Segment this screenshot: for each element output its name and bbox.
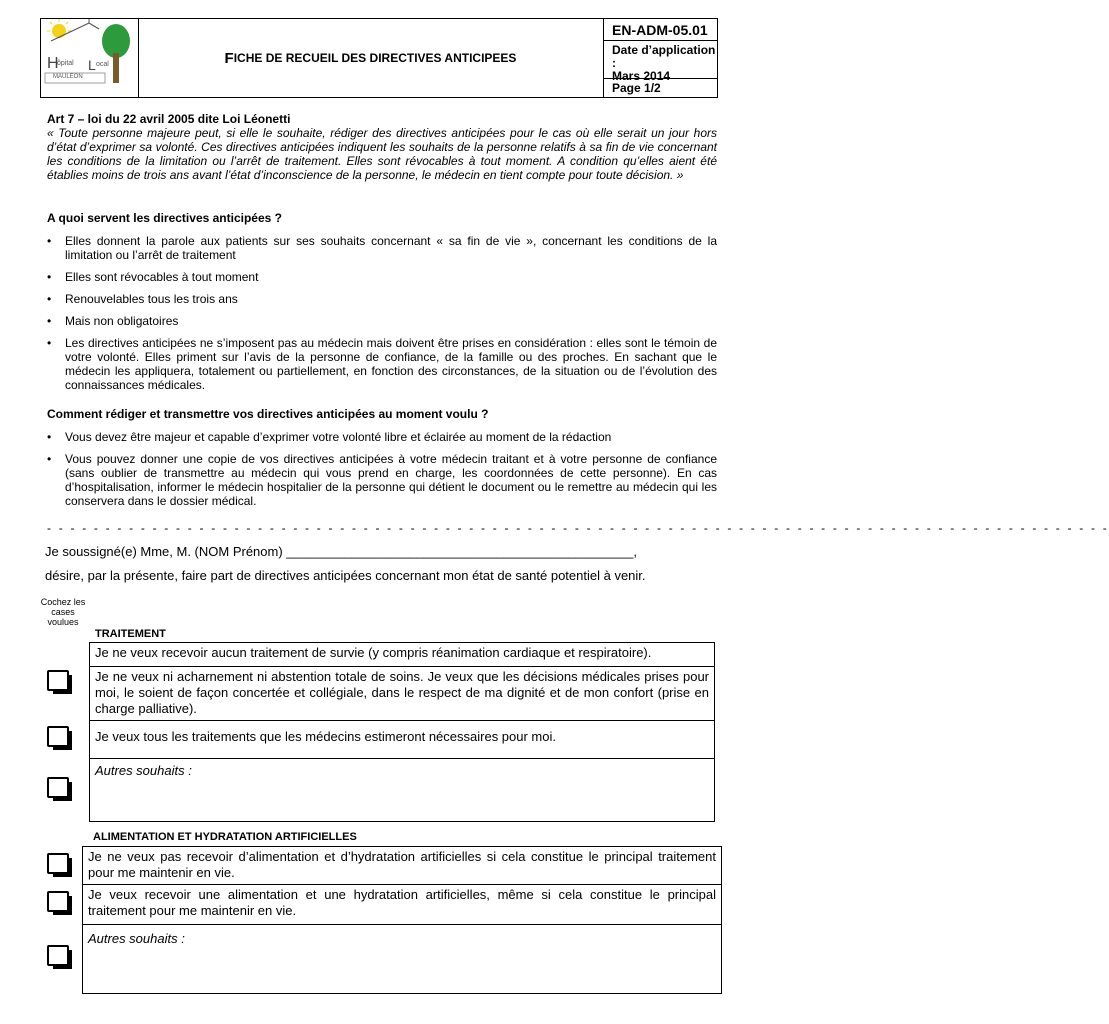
- bullet-dot: •: [47, 452, 52, 466]
- alimentation-option: Je veux recevoir une alimentation et une hydratation artificielles, même si cela constitue le principal traitement pour me maintenir en vie.: [83, 885, 721, 925]
- section1-bullet: [47, 336, 717, 392]
- bullet-text: Vous devez être majeur et capable d’exprimer votre volonté libre et éclairée au moment de la rédaction: [65, 430, 612, 444]
- page-number: Page 1/2: [612, 81, 661, 95]
- section1-bullet: [47, 314, 717, 328]
- checkbox-traitement-2[interactable]: [47, 726, 69, 747]
- soussigne-line[interactable]: Je soussigné(e) Mme, M. (NOM Prénom) ________________________________________________,: [45, 544, 637, 559]
- checkbox-alimentation-1[interactable]: [47, 853, 69, 874]
- section1-heading: A quoi servent les directives anticipées ?: [47, 211, 282, 225]
- section2-heading: Comment rédiger et transmettre vos directives anticipées au moment voulu ?: [47, 407, 489, 421]
- desire-statement: désire, par la présente, faire part de directives anticipées concernant mon état de santé potentiel à venir.: [45, 568, 646, 583]
- hospital-logo: [41, 19, 139, 97]
- traitement-option: Je veux tous les traitements que les médecins estimeront nécessaires pour moi.: [90, 721, 714, 759]
- logo-letter-l: L: [88, 57, 96, 73]
- bullet-text: Vous pouvez donner une copie de vos directives anticipées à votre médecin traitant et à votre personne de confiance (sans oublier de transmettre au médecin qui vous prend en charge, les coordonnées de cette personne). En cas d’hospitalisation, informer le médecin hospitalier de la personne qui détient le document ou le remettre au médecin qui les conservera dans le dossier médical.: [65, 452, 717, 508]
- bullet-text: Elles sont révocables à tout moment: [65, 270, 259, 284]
- logo-word-opital: ôpital: [57, 60, 74, 67]
- date-value: Mars 2014: [612, 69, 671, 83]
- section1-bullet: [47, 234, 717, 262]
- checkbox-traitement-1[interactable]: [47, 670, 69, 691]
- section2-bullet: [47, 452, 717, 508]
- alimentation-table: [82, 846, 722, 994]
- traitement-option: Je ne veux ni acharnement ni abstention totale de soins. Je veux que les décisions médicales prises pour moi, le soient de façon concertée et collégiale, dans le respect de ma dignité et de mon confort (prise en charge palliative).: [90, 667, 714, 721]
- cochez-hint: Cochez les cases voulues: [40, 597, 86, 627]
- traitement-heading: TRAITEMENT: [95, 628, 166, 640]
- title-first-letter: F: [224, 49, 234, 67]
- alimentation-autres-field[interactable]: Autres souhaits :: [88, 931, 185, 946]
- document-header: [40, 18, 718, 98]
- traitement-option: Je ne veux recevoir aucun traitement de survie (y compris réanimation cardiaque et respiratoire).: [90, 643, 714, 667]
- bullet-text: Les directives anticipées ne s’imposent pas au médecin mais doivent être prises en considération : elles sont le témoin de votre volonté. Elles priment sur l’avis de la personne de confiance, de la famille ou des proches. En sachant que le médecin les appliquera, totalement ou partiellement, en fonction des circonstances, de la situation ou de l’évolution des connaissances médicales.: [65, 336, 717, 392]
- title-rest: ICHE DE RECUEIL DES DIRECTIVES ANTICIPEES: [233, 51, 517, 65]
- checkbox-alimentation-3[interactable]: [47, 945, 69, 966]
- document-meta: [604, 19, 718, 97]
- alimentation-heading: ALIMENTATION ET HYDRATATION ARTIFICIELLES: [93, 831, 357, 843]
- date-label: Date d’application :: [612, 43, 716, 70]
- traitement-table: [89, 642, 715, 822]
- bullet-dot: •: [47, 270, 52, 284]
- art-quote: « Toute personne majeure peut, si elle le souhaite, rédiger des directives anticipées pour le cas où elle serait un jour hors d’état d’exprimer sa volonté. Ces directives anticipées indiquent les souhaits de la personne relatifs à sa fin de vie concernant les conditions de la limitation ou l’arrêt de traitement. Elles sont révocables à tout moment. A condition qu’elles aient été établies moins de trois ans avant l’état d’inconscience de la personne, le médecin en tient compte pour toute décision. »: [47, 126, 717, 182]
- alimentation-option: Je ne veux pas recevoir d’alimentation et d’hydratation artificielles si cela constitue le principal traitement pour me maintenir en vie.: [83, 847, 721, 885]
- traitement-autres-field[interactable]: Autres souhaits :: [95, 763, 192, 778]
- bullet-dot: •: [47, 292, 52, 306]
- section1-bullet: [47, 270, 717, 284]
- logo-place: MAULEON: [53, 74, 83, 80]
- bullet-text: Elles donnent la parole aux patients sur ses souhaits concernant « sa fin de vie », concernant les conditions de la limitation ou l’arrêt de traitement: [65, 234, 717, 262]
- bullet-text: Renouvelables tous les trois ans: [65, 292, 238, 306]
- section2-bullet: [47, 430, 717, 444]
- art-heading: Art 7 – loi du 22 avril 2005 dite Loi Léonetti: [47, 112, 291, 126]
- checkbox-traitement-3[interactable]: [47, 777, 69, 798]
- checkbox-alimentation-2[interactable]: [47, 891, 69, 912]
- bullet-dot: •: [47, 336, 52, 350]
- document-code: EN-ADM-05.01: [604, 19, 718, 41]
- bullet-dot: •: [47, 314, 52, 328]
- logo-letter-h: H: [47, 55, 59, 72]
- application-date: [604, 41, 718, 83]
- section1-bullet: [47, 292, 717, 306]
- logo-word-ocal: ocal: [96, 61, 109, 68]
- bullet-dot: •: [47, 234, 52, 248]
- separator-line: - - - - - - - - - - - - - - - - - - - - - - - - - - - - - - - - - - - - - - - - - - - - - - - - - - - - - - - - - - - - - - - - - - - - - - - - - - - - - - - - - - - - - - - - - - -: [47, 521, 1109, 535]
- bullet-text: Mais non obligatoires: [65, 314, 179, 328]
- bullet-dot: •: [47, 430, 52, 444]
- document-title: [138, 19, 604, 97]
